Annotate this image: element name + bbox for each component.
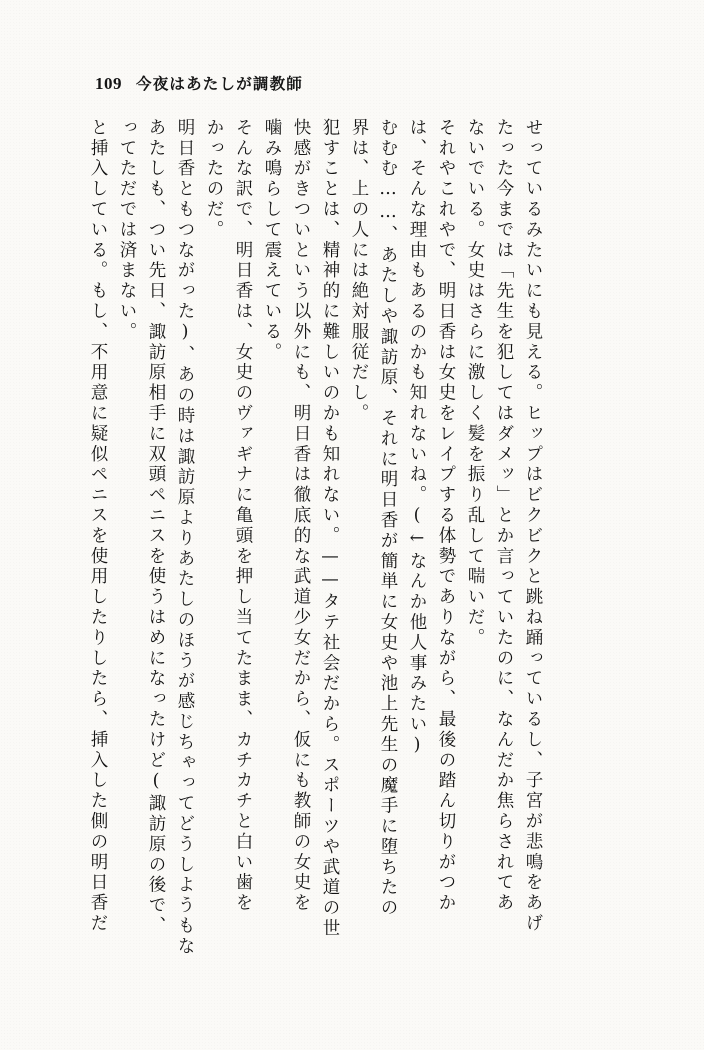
text-column: 犯すことは、精神的に難しいのかも知れない。——タテ社会だから。スポーツや武道の世: [320, 118, 340, 939]
text-column: それやこれやで、明日香は女史をレイプする体勢でありながら、最後の踏ん切りがつか: [436, 118, 456, 914]
text-column: かったのだ。: [204, 118, 224, 241]
text-column: そんな訳で、明日香は、女史のヴァギナに亀頭を押し当てたまま、カチカチと白い歯を: [233, 118, 253, 914]
text-column: 噛み鳴らして震えている。: [262, 118, 282, 363]
text-column: たった今までは「先生を犯してはダメッ」とか言っていたのに、なんだか焦らされてあ: [494, 118, 514, 914]
text-column: あたしも、つい先日、諏訪原相手に双頭ペニスを使うはめになったけど(諏訪原の後で、: [146, 118, 166, 937]
text-column: 界は、上の人には絶対服従だし。: [349, 118, 369, 424]
text-column: と挿入している。もし、不用意に疑似ペニスを使用したりしたら、挿入した側の明日香だ: [88, 118, 108, 934]
text-column: むむむ……、あたしや諏訪原、それに明日香が簡単に女史や池上先生の魔手に堕ちたの: [378, 118, 398, 919]
text-column: は、そんな理由もあるのかも知れないね。(←なんか他人事みたい): [407, 118, 427, 758]
chapter-title: 今夜はあたしが調教師: [136, 74, 304, 93]
running-head: [95, 72, 303, 94]
text-column: ってただでは済まない。: [117, 118, 137, 343]
text-column: ないでいる。女史はさらに激しく髪を振り乱して喘いだ。: [465, 118, 485, 649]
text-column: せっているみたいにも見える。ヒップはビクビクと跳ね踊っているし、子宮が悲鳴をあげ: [523, 118, 543, 934]
vertical-text-block: [77, 118, 642, 998]
text-column: 快感がきついという以外にも、明日香は徹底的な武道少女だから、仮にも教師の女史を: [291, 118, 311, 914]
text-column: 明日香ともつながった)、あの時は諏訪原よりあたしのほうが感じちゃってどうしようもな: [175, 118, 195, 957]
page-number: 109: [95, 74, 122, 93]
